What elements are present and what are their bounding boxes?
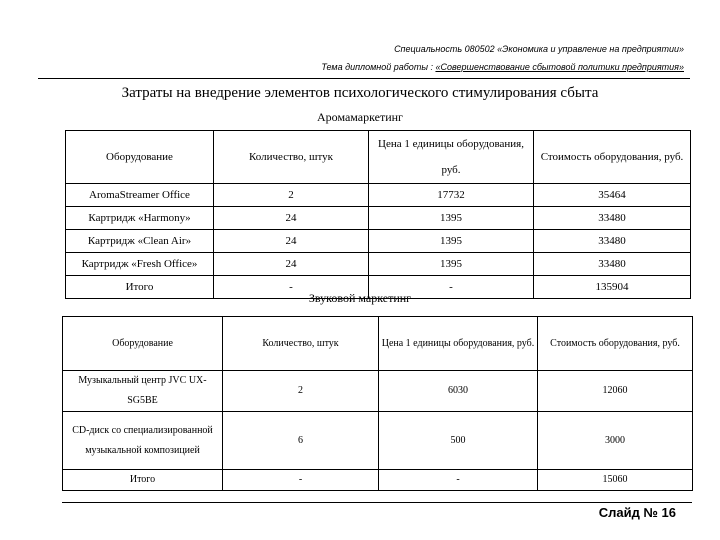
- cell: AromaStreamer Office: [66, 184, 214, 207]
- specialty-line: Специальность 080502 «Экономика и управление на предприятии»: [394, 44, 684, 54]
- aroma-heading: Аромамаркетинг: [317, 110, 403, 124]
- cell: 33480: [534, 230, 691, 253]
- cell: 35464: [534, 184, 691, 207]
- cell: Картридж «Clean Air»: [66, 230, 214, 253]
- table-row: [63, 412, 693, 470]
- cell: 3000: [538, 412, 693, 470]
- table-row: [66, 184, 691, 207]
- cell: 15060: [538, 470, 693, 491]
- column-header: Количество, штук: [223, 317, 379, 371]
- cell: Итого: [63, 470, 223, 491]
- table-header-row: [63, 317, 693, 371]
- cell: 1395: [369, 207, 534, 230]
- cell: Итого: [66, 276, 214, 299]
- cell: 33480: [534, 253, 691, 276]
- cell: 2: [223, 371, 379, 412]
- cell: 2: [214, 184, 369, 207]
- cell: CD-диск со специализированной музыкальной композицией: [63, 412, 223, 470]
- cell: Картридж «Harmony»: [66, 207, 214, 230]
- column-header: Цена 1 единицы оборудования, руб.: [379, 317, 538, 371]
- total-row: [63, 470, 693, 491]
- footer-divider: [62, 502, 692, 503]
- cell: Картридж «Fresh Office»: [66, 253, 214, 276]
- cell: 500: [379, 412, 538, 470]
- cell: 6030: [379, 371, 538, 412]
- page-title: Затраты на внедрение элементов психологического стимулирования сбыта: [121, 85, 599, 101]
- cell: -: [379, 470, 538, 491]
- slide-number: Слайд № 16: [598, 505, 676, 520]
- table-row: [66, 207, 691, 230]
- cell: 1395: [369, 253, 534, 276]
- cell: 1395: [369, 230, 534, 253]
- cell: 24: [214, 207, 369, 230]
- cell: 33480: [534, 207, 691, 230]
- cell: -: [214, 276, 369, 299]
- table-header-row: [66, 131, 691, 184]
- table-row: [66, 230, 691, 253]
- header-divider: [38, 78, 690, 79]
- thesis-label: Тема дипломной работы :: [321, 62, 436, 72]
- column-header: Стоимость оборудования, руб.: [534, 131, 691, 184]
- cell: 135904: [534, 276, 691, 299]
- cell: Музыкальный центр JVC UX-SG5BE: [63, 371, 223, 412]
- column-header: Оборудование: [63, 317, 223, 371]
- cell: 24: [214, 253, 369, 276]
- aroma-table: [65, 130, 691, 299]
- cell: 6: [223, 412, 379, 470]
- sound-table: [62, 316, 693, 491]
- cell: 24: [214, 230, 369, 253]
- cell: -: [223, 470, 379, 491]
- column-header: Стоимость оборудования, руб.: [538, 317, 693, 371]
- cell: 12060: [538, 371, 693, 412]
- thesis-topic: «Совершенствование сбытовой политики предприятия»: [435, 62, 684, 72]
- column-header: Количество, штук: [214, 131, 369, 184]
- table-row: [63, 371, 693, 412]
- sound-heading: Звуковой маркетинг: [308, 291, 412, 305]
- table-row: [66, 253, 691, 276]
- cell: -: [369, 276, 534, 299]
- column-header: Цена 1 единицы оборудования, руб.: [369, 131, 534, 184]
- cell: 17732: [369, 184, 534, 207]
- thesis-line: [321, 62, 684, 72]
- column-header: Оборудование: [66, 131, 214, 184]
